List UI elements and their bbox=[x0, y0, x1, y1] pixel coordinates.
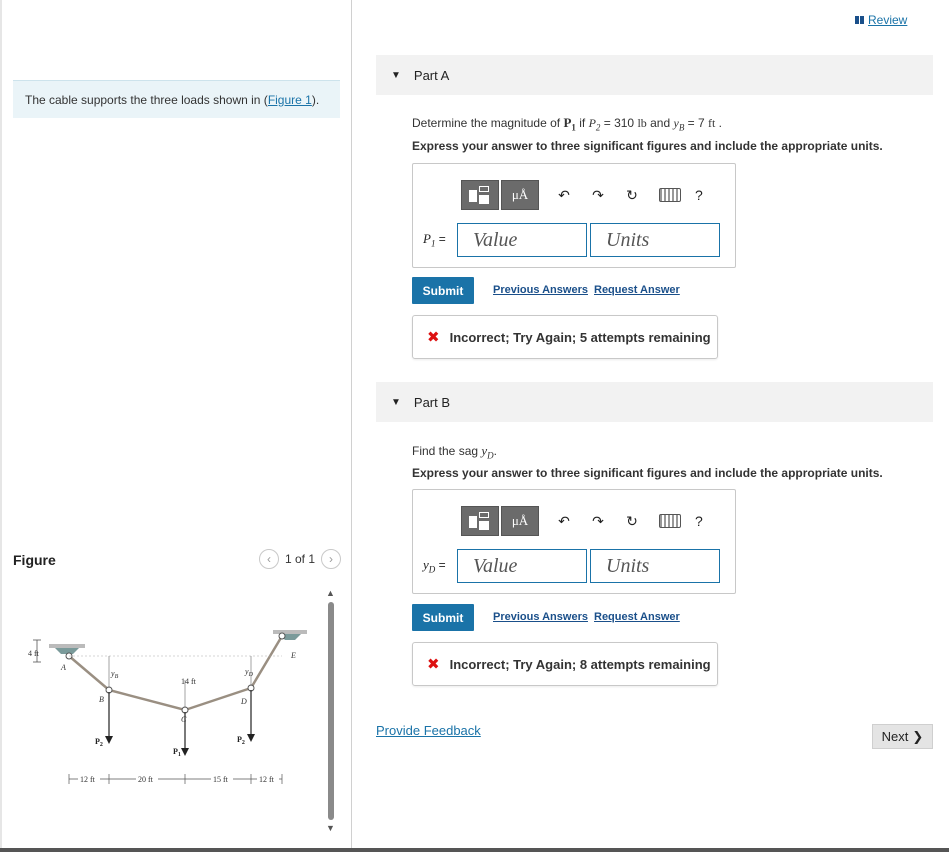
cable-diagram bbox=[25, 622, 315, 792]
feedback-text: Incorrect; Try Again; 8 attempts remaining bbox=[449, 656, 711, 672]
review-icon bbox=[855, 16, 864, 24]
figure-title: Figure bbox=[13, 552, 56, 568]
qb-pre: Find the sag bbox=[412, 444, 482, 458]
reset-icon[interactable]: ↻ bbox=[626, 512, 638, 529]
templates-button[interactable] bbox=[461, 180, 499, 210]
intro-end: ). bbox=[311, 93, 320, 107]
collapse-triangle-icon: ▼ bbox=[391, 69, 401, 81]
answer-label-sym: P bbox=[423, 231, 431, 247]
previous-answers-link[interactable]: Previous Answers bbox=[493, 284, 588, 296]
chevron-right-icon: ❯ bbox=[912, 728, 924, 744]
redo-icon[interactable]: ↷ bbox=[592, 186, 604, 203]
undo-icon[interactable]: ↶ bbox=[558, 512, 570, 529]
part-a-instruction: Express your answer to three significant figures and include the appropriate units. bbox=[412, 139, 883, 153]
label-P1-sub: 1 bbox=[177, 752, 181, 758]
arrow-head-C bbox=[181, 748, 189, 756]
redo-icon[interactable]: ↷ bbox=[592, 512, 604, 529]
qb-sym: y bbox=[481, 443, 488, 458]
request-answer-link[interactable]: Request Answer bbox=[594, 284, 680, 296]
joint-E bbox=[279, 633, 285, 639]
next-figure-button[interactable] bbox=[321, 549, 341, 569]
label-12ft-a: 12 ft bbox=[80, 775, 95, 784]
value-input[interactable]: Value bbox=[457, 223, 587, 257]
help-icon[interactable]: ? bbox=[695, 187, 703, 203]
part-a-answer-box bbox=[412, 163, 736, 268]
label-15ft: 15 ft bbox=[213, 775, 228, 784]
svg-text:P2 bbox=[95, 737, 103, 748]
templates-icon bbox=[469, 186, 491, 204]
reset-icon[interactable]: ↻ bbox=[626, 186, 638, 203]
q-val2: = 7 bbox=[684, 116, 708, 130]
keyboard-icon[interactable] bbox=[659, 514, 681, 528]
figure-panel bbox=[0, 0, 352, 848]
answer-label bbox=[423, 557, 457, 575]
previous-answers-link[interactable]: Previous Answers bbox=[493, 611, 588, 623]
prev-figure-button[interactable] bbox=[259, 549, 279, 569]
svg-text:P2 bbox=[237, 735, 245, 746]
figure-link[interactable]: Figure 1 bbox=[267, 93, 312, 107]
answer-eq: = bbox=[435, 558, 446, 573]
review-link[interactable] bbox=[855, 13, 907, 27]
units-input[interactable]: Units bbox=[590, 549, 720, 583]
label-P2-left-sub: 2 bbox=[99, 742, 103, 748]
submit-button[interactable]: Submit bbox=[412, 604, 474, 631]
q-and: and bbox=[646, 116, 674, 130]
q-sym3-sub: B bbox=[678, 122, 685, 133]
incorrect-x-icon: ✖ bbox=[427, 656, 440, 673]
part-a-header[interactable] bbox=[376, 55, 933, 95]
support-left bbox=[49, 644, 85, 654]
svg-text:P1 bbox=[173, 747, 181, 758]
part-b-toolbar bbox=[461, 506, 703, 536]
scrollbar-thumb[interactable] bbox=[328, 602, 334, 820]
support-right bbox=[273, 630, 307, 640]
q-sym1: P bbox=[563, 115, 572, 130]
next-button[interactable] bbox=[872, 724, 933, 749]
label-yD-sub: D bbox=[248, 672, 253, 678]
part-a-feedback bbox=[412, 315, 718, 359]
arrow-head-B bbox=[105, 736, 113, 744]
label-E: E bbox=[291, 651, 296, 660]
scroll-up-icon[interactable]: ▲ bbox=[326, 588, 335, 598]
keyboard-icon[interactable] bbox=[659, 188, 681, 202]
label-12ft-b: 12 ft bbox=[259, 775, 274, 784]
q-unit: lb bbox=[637, 116, 647, 130]
part-b-answer-box bbox=[412, 489, 736, 594]
templates-button[interactable] bbox=[461, 506, 499, 536]
answer-label bbox=[423, 231, 457, 249]
mu-angstrom-icon: μÅ bbox=[511, 513, 529, 528]
figure-pager bbox=[259, 549, 341, 569]
undo-icon[interactable]: ↶ bbox=[558, 186, 570, 203]
templates-icon bbox=[469, 512, 491, 530]
units-input[interactable]: Units bbox=[590, 223, 720, 257]
review-label: Review bbox=[868, 13, 908, 27]
label-B: B bbox=[99, 695, 104, 704]
chevron-left-icon: ‹ bbox=[266, 552, 271, 566]
answer-label-sub: 1 bbox=[430, 238, 436, 249]
incorrect-x-icon: ✖ bbox=[427, 329, 440, 346]
label-yB: y bbox=[111, 669, 115, 678]
q-pre: Determine the magnitude of bbox=[412, 116, 561, 130]
q-sym1-sub: 1 bbox=[571, 122, 576, 133]
q-sym2-sub: 2 bbox=[595, 122, 601, 133]
chevron-right-icon: › bbox=[329, 552, 333, 566]
label-D: D bbox=[241, 697, 247, 706]
units-symbol-button[interactable] bbox=[501, 180, 539, 210]
scroll-down-icon[interactable]: ▼ bbox=[326, 823, 335, 833]
label-A: A bbox=[61, 663, 66, 672]
arrow-head-D bbox=[247, 734, 255, 742]
label-20ft: 20 ft bbox=[138, 775, 153, 784]
units-symbol-button[interactable] bbox=[501, 506, 539, 536]
problem-intro bbox=[13, 80, 340, 118]
value-input[interactable]: Value bbox=[457, 549, 587, 583]
feedback-text: Incorrect; Try Again; 5 attempts remaining bbox=[449, 329, 711, 345]
part-b-feedback bbox=[412, 642, 718, 686]
bottom-bar bbox=[0, 848, 949, 852]
label-14ft: 14 ft bbox=[181, 677, 196, 686]
label-P2-right: P bbox=[237, 735, 242, 744]
part-b-question bbox=[412, 443, 497, 461]
answer-label-sym: y bbox=[423, 557, 429, 573]
figure-scrollbar[interactable] bbox=[326, 588, 336, 833]
intro-text: The cable supports the three loads shown in ( bbox=[25, 93, 268, 107]
q-sym2: P bbox=[588, 116, 596, 130]
panel-edge bbox=[0, 0, 2, 848]
q-end: . bbox=[715, 116, 723, 130]
part-a-question bbox=[412, 115, 722, 133]
part-b-instruction: Express your answer to three significant figures and include the appropriate units. bbox=[412, 466, 883, 480]
figure-header bbox=[13, 552, 341, 574]
load-arrows bbox=[109, 690, 251, 752]
q-val: = 310 bbox=[600, 116, 638, 130]
pager-text: 1 of 1 bbox=[284, 552, 315, 566]
label-4ft: 4 ft bbox=[28, 649, 39, 658]
q-mid: if bbox=[575, 116, 589, 130]
qb-end: . bbox=[493, 444, 497, 458]
submit-button[interactable]: Submit bbox=[412, 277, 474, 304]
provide-feedback-link[interactable]: Provide Feedback bbox=[376, 723, 481, 738]
label-P1: P bbox=[173, 747, 178, 756]
request-answer-link[interactable]: Request Answer bbox=[594, 611, 680, 623]
qb-sym-sub: D bbox=[487, 450, 494, 461]
collapse-triangle-icon: ▼ bbox=[391, 396, 401, 408]
cable-figure bbox=[25, 622, 315, 792]
svg-text:yD bbox=[244, 667, 254, 678]
q-unit2: ft bbox=[708, 116, 716, 130]
part-b-title: Part B bbox=[413, 394, 451, 410]
label-yD: y bbox=[245, 667, 249, 676]
label-P2-right-sub: 2 bbox=[241, 740, 245, 746]
label-C: C bbox=[181, 715, 187, 724]
next-label: Next bbox=[881, 729, 909, 744]
svg-text:yB bbox=[110, 669, 119, 680]
part-a-title: Part A bbox=[413, 67, 450, 83]
answer-eq: = bbox=[435, 232, 446, 247]
label-P2-left: P bbox=[95, 737, 100, 746]
part-a-toolbar bbox=[461, 180, 703, 210]
part-a-answer-row bbox=[423, 223, 720, 257]
label-yB-sub: B bbox=[114, 674, 119, 680]
part-b-header[interactable] bbox=[376, 382, 933, 422]
part-b-answer-row bbox=[423, 549, 720, 583]
help-icon[interactable]: ? bbox=[695, 513, 703, 529]
mu-angstrom-icon: μÅ bbox=[511, 187, 529, 202]
answer-label-sub: D bbox=[428, 564, 436, 575]
q-sym3: y bbox=[673, 116, 679, 130]
bottom-dimensions bbox=[69, 774, 282, 784]
